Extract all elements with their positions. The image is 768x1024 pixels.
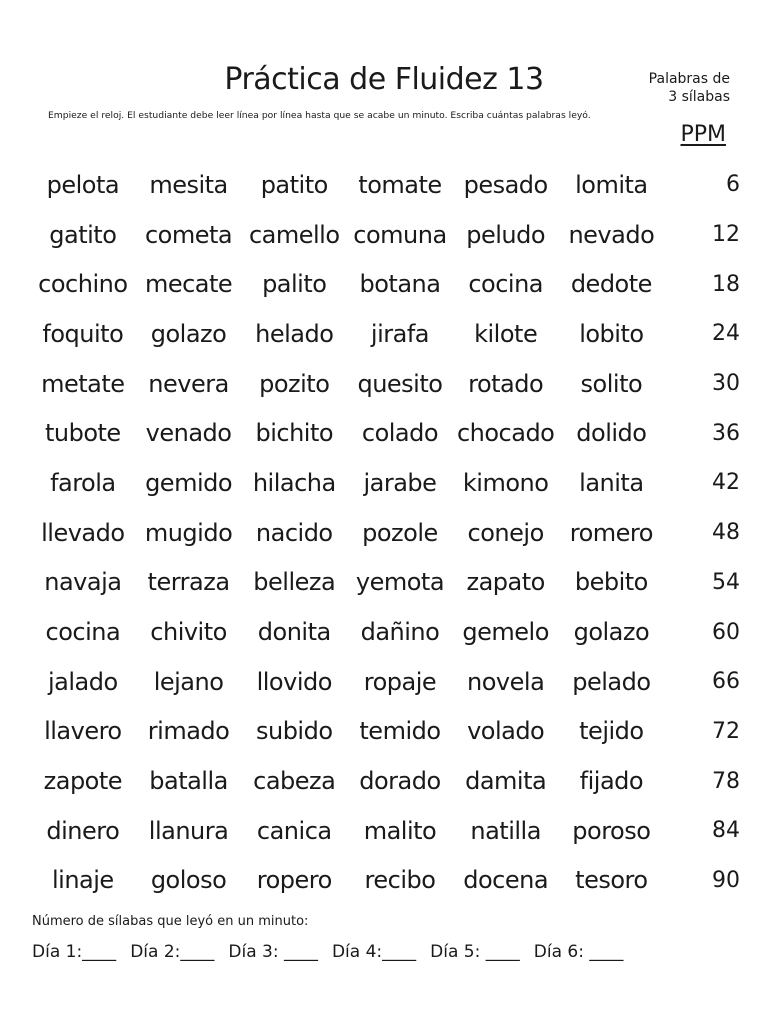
word-cell: tubote [44, 419, 121, 448]
cumulative-count: 66 [712, 669, 740, 695]
cumulative-count: 72 [712, 718, 740, 744]
page-title: Práctica de Fluidez 13 [224, 62, 544, 97]
cumulative-count: 48 [712, 520, 740, 546]
ppm-header: PPM [680, 122, 726, 147]
word-cell: quesito [357, 369, 443, 398]
day-entry: Día 5: ____ [430, 942, 520, 962]
day-entry: Día 6: ____ [533, 942, 624, 962]
word-cell: camello [248, 220, 340, 249]
word-cell: lanita [579, 468, 644, 497]
word-cell: linaje [52, 866, 114, 895]
word-cell: pelado [572, 667, 651, 696]
word-row [30, 359, 742, 409]
word-cell: nacido [255, 518, 333, 547]
word-cell: cabeza [253, 767, 336, 796]
word-cell: poroso [572, 816, 651, 845]
word-cell: golazo [150, 319, 227, 348]
cumulative-count: 78 [712, 768, 740, 794]
word-cell: patito [260, 170, 328, 199]
word-cell: peludo [466, 220, 546, 249]
word-cell: palito [262, 270, 327, 299]
word-cell: dañino [360, 618, 440, 647]
word-cell: pelota [46, 170, 120, 199]
word-cell: cochino [38, 270, 128, 299]
day-entry: Día 4:____ [331, 942, 417, 962]
word-row [30, 856, 742, 906]
word-cell: foquito [42, 319, 124, 348]
day-tracker [32, 942, 623, 962]
word-cell: golazo [573, 618, 650, 647]
word-cell: llovido [256, 667, 332, 696]
word-cell: pesado [463, 170, 548, 199]
word-cell: lejano [153, 667, 224, 696]
word-cell: solito [580, 369, 643, 398]
word-cell: rotado [468, 369, 544, 398]
corner-note-line-2: 3 sílabas [668, 89, 730, 105]
word-cell: belleza [253, 568, 336, 597]
word-cell: jalado [48, 667, 118, 696]
word-cell: gemido [145, 468, 233, 497]
word-cell: mecate [144, 270, 233, 299]
word-cell: mugido [144, 518, 233, 547]
word-row [30, 806, 742, 856]
word-cell: pozole [362, 518, 438, 547]
word-cell: kilote [474, 319, 538, 348]
word-cell: comuna [353, 220, 447, 249]
word-cell: nevera [148, 369, 229, 398]
word-cell: fijado [579, 767, 644, 796]
word-row [30, 607, 742, 657]
word-cell: chocado [456, 419, 555, 448]
word-cell: goloso [150, 866, 227, 895]
word-row [30, 160, 742, 210]
word-cell: ropero [256, 866, 332, 895]
word-cell: recibo [364, 866, 436, 895]
word-cell: botana [359, 270, 441, 299]
word-cell: kimono [462, 468, 549, 497]
cumulative-count: 90 [712, 867, 740, 893]
word-row [30, 558, 742, 608]
word-cell: helado [255, 319, 334, 348]
corner-note-line-1: Palabras de [648, 71, 730, 87]
word-cell: lobito [579, 319, 644, 348]
corner-note [649, 70, 730, 106]
word-cell: llanura [148, 816, 229, 845]
cumulative-count: 12 [712, 222, 740, 248]
word-cell: natilla [470, 816, 541, 845]
word-cell: colado [361, 419, 439, 448]
word-cell: chivito [150, 618, 227, 647]
word-cell: bichito [255, 419, 334, 448]
word-cell: dorado [359, 767, 441, 796]
instructions: Empieze el reloj. El estudiante debe leer línea por línea hasta que se acabe un minuto. Escriba cuántas palabras leyó. [48, 110, 591, 121]
word-cell: gatito [49, 220, 117, 249]
word-cell: malito [363, 816, 437, 845]
word-cell: terraza [147, 568, 230, 597]
word-cell: bebito [574, 568, 648, 597]
word-row [30, 210, 742, 260]
word-cell: yemota [355, 568, 445, 597]
word-cell: navaja [44, 568, 122, 597]
word-row [30, 657, 742, 707]
word-cell: farola [50, 468, 116, 497]
word-cell: zapato [466, 568, 545, 597]
word-cell: tesoro [575, 866, 648, 895]
cumulative-count: 18 [712, 271, 740, 297]
word-row [30, 707, 742, 757]
word-cell: donita [257, 618, 331, 647]
word-row [30, 756, 742, 806]
word-cell: gemelo [462, 618, 549, 647]
word-cell: hilacha [252, 468, 336, 497]
cumulative-count: 54 [712, 569, 740, 595]
word-cell: romero [569, 518, 653, 547]
word-row [30, 309, 742, 359]
word-cell: tomate [358, 170, 442, 199]
word-cell: metate [41, 369, 125, 398]
word-cell: damita [465, 767, 547, 796]
word-cell: batalla [149, 767, 228, 796]
cumulative-count: 6 [726, 172, 740, 198]
word-grid [30, 160, 742, 905]
word-cell: zapote [43, 767, 123, 796]
word-cell: nevado [568, 220, 655, 249]
word-cell: dedote [570, 270, 652, 299]
word-cell: jarabe [363, 468, 437, 497]
word-row [30, 508, 742, 558]
word-cell: canica [256, 816, 332, 845]
word-cell: dolido [576, 419, 647, 448]
cumulative-count: 36 [712, 420, 740, 446]
cumulative-count: 84 [712, 818, 740, 844]
word-cell: pozito [259, 369, 330, 398]
word-row [30, 458, 742, 508]
word-cell: llavero [44, 717, 122, 746]
cumulative-count: 42 [712, 470, 740, 496]
word-cell: temido [359, 717, 441, 746]
word-cell: ropaje [363, 667, 437, 696]
word-cell: rimado [147, 717, 230, 746]
word-row [30, 408, 742, 458]
word-cell: cocina [45, 618, 121, 647]
word-cell: volado [467, 717, 545, 746]
cumulative-count: 24 [712, 321, 740, 347]
word-cell: cometa [144, 220, 233, 249]
day-entry: Día 3: ____ [228, 942, 318, 962]
word-row [30, 259, 742, 309]
word-cell: subido [255, 717, 333, 746]
day-entry: Día 2:____ [130, 942, 215, 962]
word-cell: conejo [467, 518, 544, 547]
word-cell: cocina [468, 270, 543, 299]
word-cell: llevado [41, 518, 125, 547]
word-cell: venado [145, 419, 232, 448]
word-cell: tejido [579, 717, 644, 746]
word-cell: novela [467, 667, 545, 696]
word-cell: docena [463, 866, 549, 895]
cumulative-count: 30 [712, 371, 740, 397]
cumulative-count: 60 [712, 619, 740, 645]
word-cell: jirafa [370, 319, 429, 348]
day-entry: Día 1:____ [32, 942, 117, 962]
footer-label: Número de sílabas que leyó en un minuto: [32, 914, 309, 929]
word-cell: lomita [575, 170, 648, 199]
word-cell: dinero [46, 816, 120, 845]
word-cell: mesita [149, 170, 228, 199]
